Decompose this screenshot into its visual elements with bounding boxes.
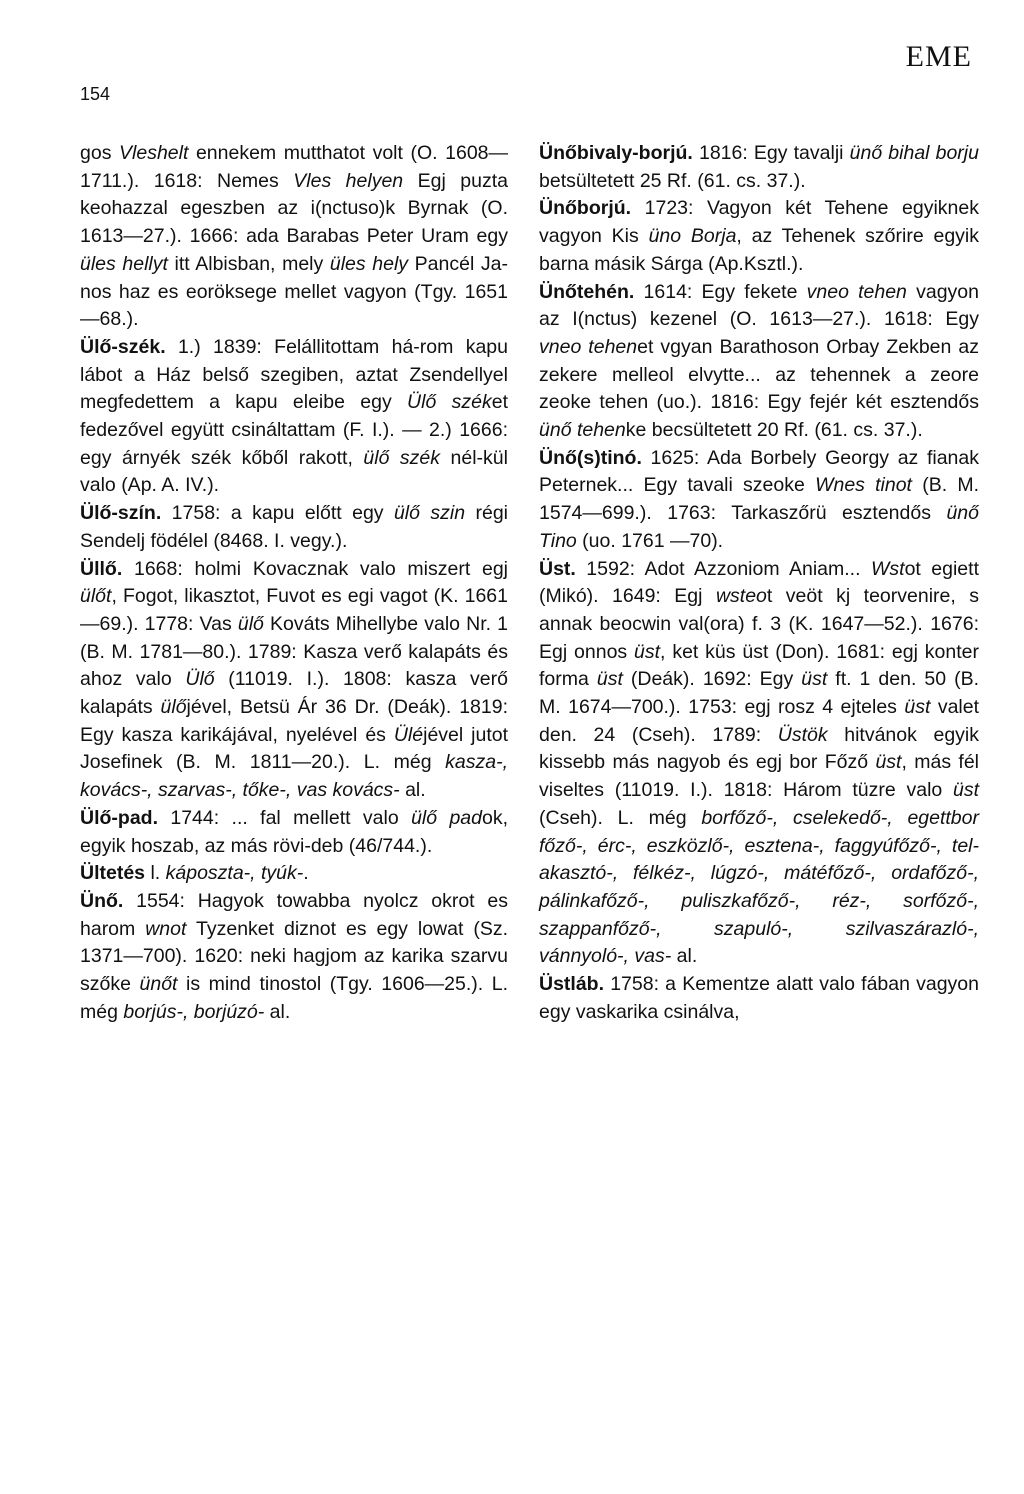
entry-headword: Üst. [539, 557, 576, 580]
entry-text: (11019. I.). 1808: kasza verő kalapáts [80, 668, 508, 719]
italic-term: ünő bihal borju [849, 142, 979, 164]
dictionary-entry [539, 279, 979, 445]
italic-term: Ülő [185, 668, 215, 691]
entry-text: 1.) 1839: Felállitottam há-rom kapu lábot a Ház belső szegiben, aztat Zsendellyel megfedettem a kapu eleibe egy [80, 335, 508, 414]
dictionary-entry [539, 445, 979, 556]
italic-term: kasza-, kovács-, szarvas-, tőke-, vas kovács- [80, 751, 508, 802]
entry-text: 1816: Egy tavalji [692, 142, 850, 164]
entry-text: jével jutot Josefinek (B. M. 1811—20.). L. még [80, 723, 508, 774]
italic-term: Vles helyen [293, 169, 404, 192]
entry-text: et fedezővel együtt csináltattam (F. I.). — 2.) 1666: egy árnyék szék kőből rakott, [80, 391, 508, 469]
continued-paragraph [80, 140, 508, 334]
entry-text: , más fél viseltes (11019. I.). 1818: Három tüzre valo [539, 751, 979, 802]
entry-text: ke becsültetett 20 Rf. (61. cs. 37.). [625, 419, 923, 442]
entry-text: ennekem mutthatot volt (O. 1608—1711.). 1618: Nemes [80, 142, 509, 192]
italic-term: ünő tehen [539, 419, 626, 442]
entry-text: 1625: Ada Borbely Georgy az fianak Peternek... Egy tavali szeoke [539, 446, 979, 497]
italic-term: Üstök [777, 723, 828, 746]
entry-text: valet den. 24 (Cseh). 1789: [539, 696, 980, 746]
entry-headword: Üstláb. [539, 973, 605, 996]
entry-text: (Deák). 1692: Egy [622, 668, 802, 691]
entry-text: ot egiett (Mikó). 1649: Egj [539, 557, 979, 608]
italic-term: ülőt [80, 585, 112, 608]
italic-term: üles hely [329, 252, 409, 275]
running-head-logo: EME [905, 40, 972, 73]
entry-text: al. [671, 945, 698, 968]
entry-text: (B. M. 1574—699.). 1763: Tarkaszőrü esztendős [539, 474, 979, 525]
italic-term: üles hellyt [80, 252, 168, 275]
entry-headword: Ülő-szék. [80, 335, 166, 358]
italic-term: wsteo [715, 585, 767, 608]
italic-term: káposzta-, tyúk- [165, 862, 304, 885]
entry-text: (uo. 1761 —70). [576, 529, 724, 552]
entry-headword: Ültetés [80, 862, 146, 885]
dictionary-entry [539, 140, 979, 195]
entry-text: itt Albisban, mely [167, 252, 330, 275]
entry-text: Pancél Ja-nos haz es eoröksege mellet vagyon (Tgy. 1651—68.). [80, 252, 508, 331]
entry-text: , az Tehenek szőrire egyik barna másik Sárga (Ap.Ksztl.). [539, 225, 980, 275]
entry-text: et vgyan Barathoson Orbay Zekben az zekere melleol elvytte... az tehennek a zeore zeoke tehen (uo.). 1816: Egy fejér két esztendős [539, 335, 979, 414]
entry-text: 1668: holmi Kovacznak valo miszert egj [122, 557, 508, 580]
entry-text: hitvánok egyik kissebb más nagyob és egj bor Főző [539, 723, 979, 774]
italic-term: ülő pad [411, 806, 482, 829]
entry-text: , ket küs üst (Don). 1681: egj konter forma [539, 640, 980, 691]
italic-term: üst [596, 668, 623, 691]
italic-term: Vleshelt [119, 142, 189, 164]
entry-text: al. [264, 1000, 291, 1023]
italic-term: üst [904, 696, 931, 719]
entry-text: l. [145, 862, 166, 885]
entry-text: 1614: Egy fekete [634, 280, 807, 303]
entry-text: Tyzenket diznot es egy lowat (Sz. 1371—700). 1620: neki hagjom az karika szarvu szőke [80, 917, 508, 996]
entry-text: ok, egyik hoszab, az más rövi-deb (46/744.). [80, 806, 509, 857]
entry-text: nél-kül valo (Ap. A. IV.). [80, 446, 508, 497]
dictionary-entry [80, 860, 508, 888]
entry-text: Egj puzta keohazzal egeszben az i(nctuso)k Byrnak (O. 1613—27.). 1666: ada Barabas Peter Uram egy [80, 169, 508, 248]
entry-headword: Ünő(s)tinó. [539, 446, 642, 469]
italic-term: üst [634, 640, 661, 663]
entry-text: ft. 1 den. 50 (B. M. 1674—700.). 1753: egj rosz 4 ejteles [539, 668, 980, 719]
page-number: 154 [80, 84, 111, 104]
italic-term: wnot [145, 917, 187, 940]
entry-text: (Cseh). L. még [539, 806, 702, 829]
entry-text: vagyon az I(nctus) kezenel (O. 1613—27.). 1618: Egy [539, 280, 979, 331]
entry-text: betsültetett 25 Rf. (61. cs. 37.). [539, 169, 806, 192]
italic-term: borjús-, borjúzó- [123, 1000, 265, 1023]
entry-text: 1723: Vagyon két Tehene egyiknek vagyon Kis [539, 197, 979, 248]
dictionary-entry [80, 888, 508, 1027]
italic-term: ülő [160, 696, 187, 719]
entry-headword: Ünő. [80, 889, 124, 912]
entry-headword: Üllő. [80, 557, 123, 580]
entry-headword: Ülő-pad. [80, 806, 158, 829]
dictionary-entry [539, 971, 979, 1026]
italic-term: ülő szék [363, 446, 441, 469]
italic-term: ülő [237, 612, 264, 635]
entry-headword: Ünőtehén. [539, 280, 635, 303]
entry-text: gos [80, 142, 120, 164]
italic-term: ülő szin [393, 502, 466, 525]
entry-text: is mind tinostol (Tgy. 1606—25.). L. még [80, 973, 509, 1023]
entry-headword: Ünőborjú. [539, 197, 632, 220]
italic-term: Ülé [393, 723, 424, 746]
dictionary-entry [80, 500, 508, 555]
italic-term: ünőt [139, 973, 178, 996]
dictionary-entry [80, 556, 508, 805]
dictionary-entry [80, 805, 508, 860]
dictionary-entry [80, 334, 508, 500]
entry-text: Kováts Mihellybe valo Nr. 1 (B. M. 1781—80.). 1789: Kasza verő kalapáts és ahoz valo [80, 612, 508, 691]
italic-term: üst [801, 668, 828, 691]
entry-text: al. [399, 779, 426, 802]
entry-headword: Ünőbivaly-borjú. [539, 142, 693, 164]
italic-term: Wnes tinot [815, 474, 912, 497]
entry-text: jével, Betsü Ár 36 Dr. (Deák). 1819: Egy kasza karikájával, nyelével és [80, 696, 508, 746]
entry-text: 1758: a kapu előtt egy [161, 502, 394, 525]
right-column [539, 140, 979, 1027]
entry-text: 1554: Hagyok towabba nyolcz okrot es harom [80, 889, 508, 940]
entry-text: 1744: ... fal mellett valo [158, 806, 412, 829]
entry-headword: Ülő-szín. [80, 502, 162, 525]
italic-term: üst [952, 779, 979, 802]
italic-term: ünő Tino [539, 502, 979, 552]
italic-term: borfőző-, cselekedő-, egettbor főző-, érc-, eszközlő-, esztena-, faggyúfőző-, tel-akasztó-, félkéz-, lúgzó-, mátéfőző-, ordafőző-, pálinkafőző-, puliszkafőző-, réz-, sorfőző-, szappanfőző-, szapuló-, szilvaszárazló-, vánnyoló-, vas- [539, 806, 979, 968]
entry-text: . [303, 862, 309, 885]
dictionary-entry [539, 195, 979, 278]
dictionary-entry [539, 556, 979, 972]
left-column [80, 140, 508, 1027]
entry-text: , Fogot, likasztot, Fuvot es egi vagot (K. 1661—69.). 1778: Vas [80, 585, 508, 635]
italic-term: üst [875, 751, 902, 774]
italic-term: üno Borja [648, 225, 737, 248]
italic-term: vneo tehen [539, 335, 638, 358]
entry-text: régi Sendelj födélel (8468. I. vegy.). [80, 502, 509, 552]
italic-term: Wst [870, 557, 905, 580]
italic-term: Ülő szék [407, 391, 492, 414]
entry-text: 1592: Adot Azzoniom Aniam... [575, 557, 871, 580]
entry-text: 1758: a Kementze alatt valo fában vagyon egy vaskarika csinálva, [539, 973, 979, 1023]
italic-term: vneo tehen [806, 280, 907, 303]
entry-text: t veöt kj teorvenire, s annak beocwin val(ora) f. 3 (K. 1647—52.). 1676: Egj onnos [539, 585, 979, 663]
